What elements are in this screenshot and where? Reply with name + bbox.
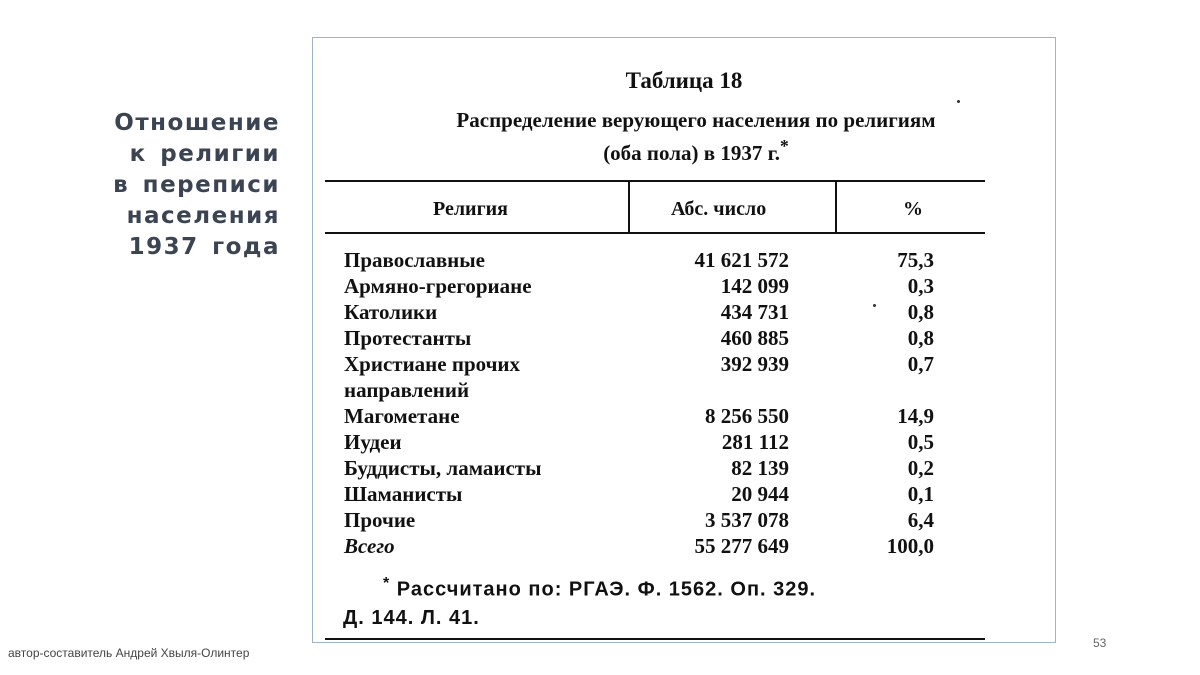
religion-name: Буддисты, ламаисты [344,456,542,480]
abs-count: 434 731 [720,300,789,324]
column-divider [628,180,630,234]
footnote-text-2: Д. 144. Л. 41. [343,606,480,629]
percent: 0,5 [907,430,934,454]
column-header-pct: % [903,198,923,220]
total-label: Всего [344,534,395,558]
table-row [313,248,1055,274]
table-row [313,300,1055,326]
table-row [313,456,1055,482]
religion-name: Иудеи [344,430,402,454]
table-subtitle-text: (оба пола) в 1937 г. [603,141,781,165]
abs-count: 460 885 [720,326,789,350]
abs-count: 20 944 [731,482,789,506]
column-divider [835,180,837,234]
slide-title-line: населения [126,203,280,229]
percent: 0,8 [907,300,934,324]
total-abs-count: 55 277 649 [694,534,789,558]
percent: 0,1 [907,482,934,506]
subtitle-footnote-mark: * [780,136,789,156]
slide-title-line: Отношение [114,110,280,136]
table-row [313,274,1055,300]
slide-title [60,108,280,263]
abs-count: 41 621 572 [694,248,789,272]
percent: 0,2 [907,456,934,480]
table-bottom-rule [325,638,985,640]
table-row [313,430,1055,456]
religion-name: Протестанты [344,326,472,350]
religion-name: Православные [344,248,485,272]
slide-title-line: 1937 года [128,234,280,260]
column-header-religion: Религия [433,198,508,220]
abs-count: 82 139 [731,456,789,480]
table-footnote [343,570,983,632]
percent: 0,8 [907,326,934,350]
percent: 0,7 [907,352,934,376]
scan-speck [957,100,960,103]
religion-name-continued: направлений [344,378,470,402]
percent: 75,3 [897,248,934,272]
page-number: 53 [1093,636,1107,650]
footnote-text-1: Рассчитано по: РГАЭ. Ф. 1562. Оп. 329. [396,578,817,601]
religion-name: Прочие [344,508,416,532]
religion-name: Армяно-грегориане [344,274,532,298]
slide-title-line: к религии [129,141,280,167]
table-row [313,326,1055,352]
percent: 14,9 [897,404,934,428]
footer-author: автор-составитель Андрей Хвыля-Олинтер [8,646,250,660]
abs-count: 8 256 550 [705,404,789,428]
abs-count: 392 939 [720,352,789,376]
table-total-row [313,534,1055,560]
religion-name: Магометане [344,404,460,428]
religion-name: Христиане прочих [344,352,521,376]
table-row [313,352,1055,402]
table-title: Таблица 18 [625,68,743,93]
abs-count: 281 112 [721,430,789,454]
table-top-rule [325,180,985,182]
percent: 0,3 [907,274,934,298]
religion-name: Шаманисты [344,482,463,506]
footnote-line1 [343,570,983,604]
abs-count: 142 099 [720,274,789,298]
table-row [313,482,1055,508]
footnote-mark: * [383,575,391,592]
table-row [313,508,1055,534]
table-row [313,404,1055,430]
religion-name: Католики [344,300,438,324]
table-subtitle-line2 [313,136,1055,166]
column-header-abs: Абс. число [671,198,767,220]
abs-count: 3 537 078 [705,508,789,532]
table-header-rule [325,232,985,234]
percent: 6,4 [907,508,934,532]
scanned-table-image [312,37,1056,643]
slide-title-line: в переписи [113,172,280,198]
table-subtitle-line1: Распределение верующего населения по религиям [456,108,936,132]
total-percent: 100,0 [886,534,934,558]
